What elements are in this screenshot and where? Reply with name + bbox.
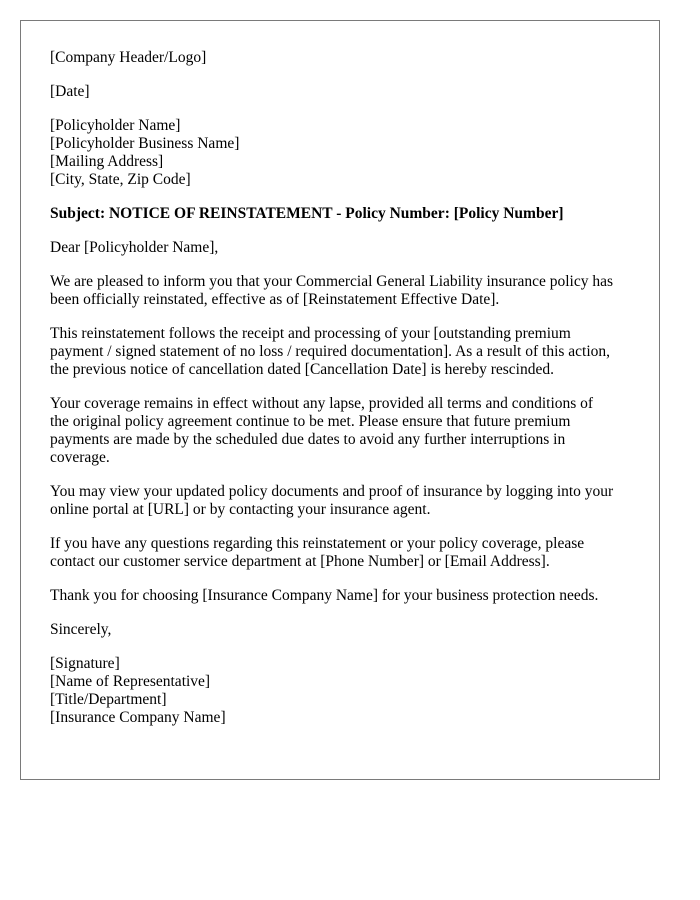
recipient-name: [Policyholder Name] bbox=[50, 117, 181, 134]
recipient-mailing-address: [Mailing Address] bbox=[50, 153, 164, 170]
signature-block bbox=[50, 655, 640, 727]
recipient-address bbox=[50, 117, 640, 189]
salutation bbox=[50, 239, 640, 257]
paragraph-line: We are pleased to inform you that your Commercial General Liability insurance policy has bbox=[50, 273, 614, 290]
paragraph-portal bbox=[50, 483, 640, 519]
paragraph-line: contact our customer service department at [Phone Number] or [Email Address]. bbox=[50, 553, 550, 570]
insurance-company-name: [Insurance Company Name] bbox=[50, 709, 226, 726]
representative-title: [Title/Department] bbox=[50, 691, 167, 708]
subject-text: Subject: NOTICE OF REINSTATEMENT - Policy Number: [Policy Number] bbox=[50, 205, 564, 222]
date-text: [Date] bbox=[50, 83, 90, 100]
closing-text: Sincerely, bbox=[50, 621, 112, 638]
paragraph-line: This reinstatement follows the receipt and processing of your [outstanding premium bbox=[50, 325, 571, 342]
paragraph-questions bbox=[50, 535, 640, 571]
signature-placeholder: [Signature] bbox=[50, 655, 120, 672]
recipient-business-name: [Policyholder Business Name] bbox=[50, 135, 240, 152]
paragraph-line: the previous notice of cancellation dated [Cancellation Date] is hereby rescinded. bbox=[50, 361, 554, 378]
paragraph-line: online portal at [URL] or by contacting your insurance agent. bbox=[50, 501, 431, 518]
closing bbox=[50, 621, 640, 639]
paragraph-coverage bbox=[50, 395, 640, 467]
salutation-text: Dear [Policyholder Name], bbox=[50, 239, 219, 256]
paragraph-thanks bbox=[50, 587, 640, 605]
paragraph-line: been officially reinstated, effective as of [Reinstatement Effective Date]. bbox=[50, 291, 500, 308]
paragraph-line: Thank you for choosing [Insurance Company Name] for your business protection needs. bbox=[50, 587, 599, 604]
paragraph-line: You may view your updated policy documents and proof of insurance by logging into your bbox=[50, 483, 614, 500]
company-header bbox=[50, 49, 640, 67]
subject-line bbox=[50, 205, 640, 223]
letter-body bbox=[50, 49, 640, 727]
letter-date bbox=[50, 83, 640, 101]
company-header-text: [Company Header/Logo] bbox=[50, 49, 207, 66]
paragraph-line: Your coverage remains in effect without any lapse, provided all terms and conditions of bbox=[50, 395, 594, 412]
representative-name: [Name of Representative] bbox=[50, 673, 211, 690]
paragraph-receipt bbox=[50, 325, 640, 379]
paragraph-line: the original policy agreement continue to be met. Please ensure that future premium bbox=[50, 413, 571, 430]
paragraph-line: If you have any questions regarding this reinstatement or your policy coverage, please bbox=[50, 535, 585, 552]
letter-frame bbox=[20, 20, 660, 780]
paragraph-line: payment / signed statement of no loss / required documentation]. As a result of this action, bbox=[50, 343, 611, 360]
paragraph-line: coverage. bbox=[50, 449, 110, 466]
paragraph-line: payments are made by the scheduled due dates to avoid any further interruptions in bbox=[50, 431, 566, 448]
recipient-city-state-zip: [City, State, Zip Code] bbox=[50, 171, 191, 188]
paragraph-reinstated bbox=[50, 273, 640, 309]
